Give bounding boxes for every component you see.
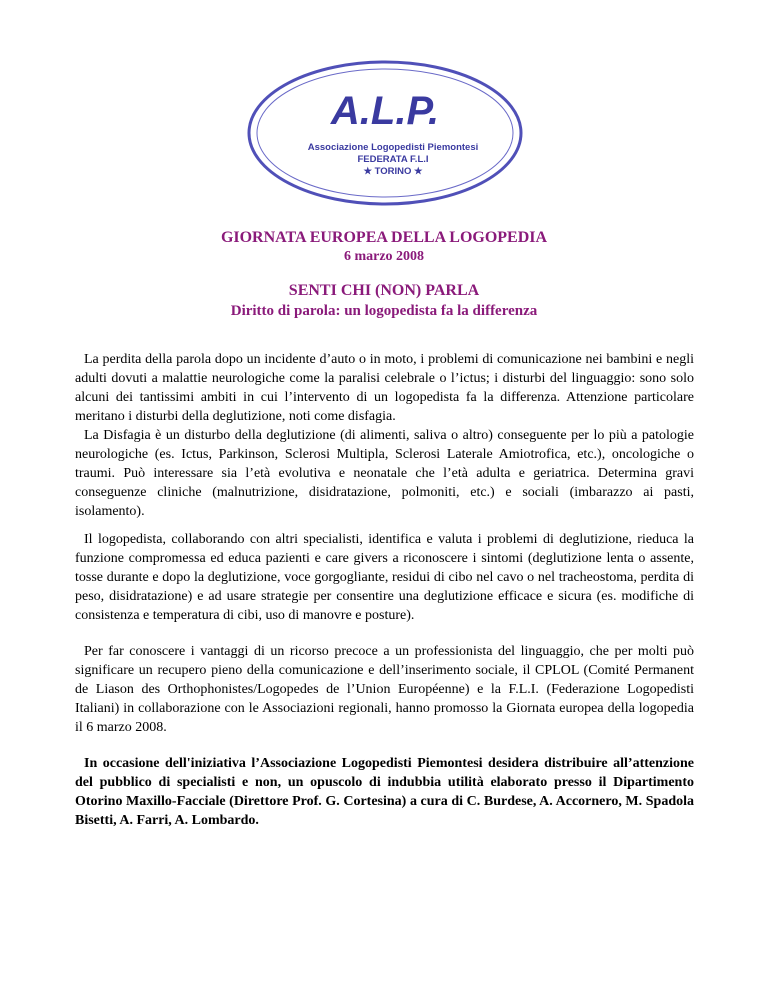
logo-line1: Associazione Logopedisti Piemontesi (307, 142, 479, 153)
logo-line3: ★ TORINO ★ (363, 166, 423, 177)
alp-logo (245, 58, 525, 208)
paragraph-giornata: Per far conoscere i vantaggi di un ricorso precoce a un professionista del linguaggio, che per molti può significare un recupero pieno della comunicazione e dell’inserimento sociale, il CPLOL (Comité Permanent de Liason des Orthophonistes/Logopedes de l’Union Européenne) e la F.L.I. (Federazione Logopedisti Italiani) in collaborazione con le Associazioni regionali, hanno promosso la Giornata europea della logopedia il 6 marzo 2008. (75, 644, 694, 735)
paragraph-intro: La perdita della parola dopo un incidente d’auto o in moto, i problemi di comunicazione nei bambini e negli adulti dovuti a malattie neurologiche come la paralisi celebrale o l’ictus; i disturbi del linguaggio: sono solo alcuni dei tantissimi ambiti in cui l’intervento di un logopedista fa la differenza. Attenzione particolare meritano i disturbi della deglutizione, noti come disfagia. (75, 352, 694, 424)
paragraph-iniziativa: In occasione dell'iniziativa l’Associazione Logopedisti Piemontesi desidera distribuire all’attenzione del pubblico di specialisti e non, un opuscolo di indubbia utilità elaborato presso il Dipartimento Otorino Maxillo-Facciale (Direttore Prof. G. Cortesina) a cura di C. Burdese, A. Accornero, M. Spadola Bisetti, A. Farri, A. Lombardo. (75, 756, 694, 828)
heading-block (0, 228, 768, 321)
campaign-title: SENTI CHI (NON) PARLA (288, 282, 480, 299)
alp-logo-seal (245, 58, 525, 208)
document-body (75, 350, 694, 830)
paragraph-logopedista: Il logopedista, collaborando con altri specialisti, identifica e valuta i problemi di deglutizione, rieduca la funzione compromessa ed educa pazienti e care givers a riconoscere i sintomi (deglutizione lenta o assente, tosse durante e dopo la deglutizione, voce gorgogliante, residui di cibo nel cavo o nel tracheostoma, perdita di peso, disidratazione) e ad usare strategie per consentire una deglutizione efficace e sicura (es. modifiche di consistenza e temperatura di cibi, uso di manovre e posture). (75, 532, 694, 623)
campaign-tagline: Diritto di parola: un logopedista fa la differenza (230, 303, 538, 319)
paragraph-disfagia: La Disfagia è un disturbo della deglutizione (di alimenti, saliva o altro) conseguente per lo più a patologie neurologiche (es. Ictus, Parkinson, Sclerosi Multipla, Sclerosi Laterale Amiotrofica, etc.), oncologiche o traumi. Può interessare sia l’età evolutiva e neonatale che l’età adulta e geriatrica. Determina gravi conseguenze cliniche (malnutrizione, disidratazione, polmoniti, etc.) e sociali (imbarazzo ai pasti, isolamento). (75, 428, 694, 519)
logo-initials: A.L.P. (330, 89, 440, 133)
logo-line2: FEDERATA F.L.I (357, 154, 429, 165)
page-title: GIORNATA EUROPEA DELLA LOGOPEDIA (220, 229, 548, 246)
event-date: 6 marzo 2008 (343, 249, 425, 264)
